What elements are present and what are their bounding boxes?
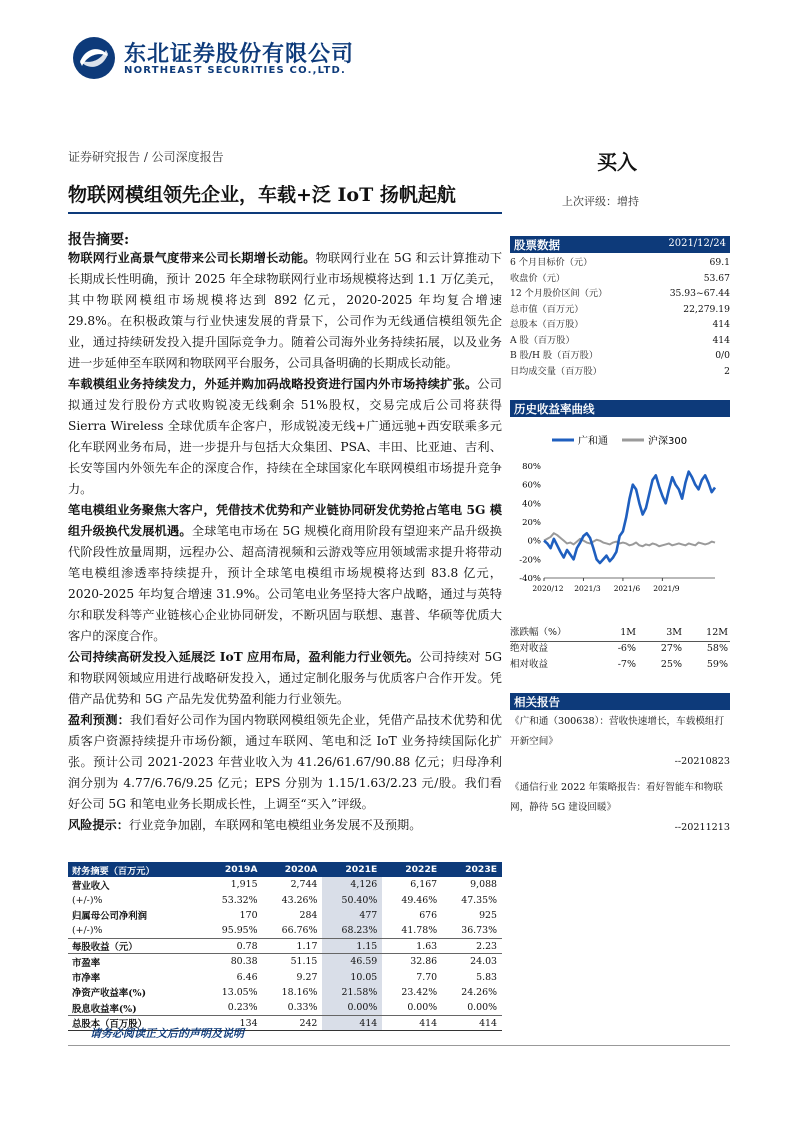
financial-cell: 51.15 [263,954,323,969]
chart-heading: 历史收益率曲线 [514,402,595,416]
financial-header-row [68,862,502,877]
company-name-cn: 东北证券股份有限公司 [124,42,355,67]
related-report-date: --20210823 [674,756,730,767]
financial-cell: 41.78% [401,925,438,937]
stock-key: 总市值（百万元） [510,303,584,315]
returns-header-cell: 涨跌幅（%） [510,627,567,638]
chart-legend [552,434,687,447]
y-tick-label: 40% [522,499,541,510]
financial-header-cell: 2020A [263,862,323,877]
financial-cell: 13.05% [221,986,258,998]
financial-cell: 18.16% [281,986,318,998]
stock-value: 2 [724,365,730,377]
returns-header-cell: 12M [706,627,728,638]
stock-data-table [510,255,730,379]
financial-cell: 0.00% [467,1002,497,1014]
financial-label: 每股收益（元） [68,939,203,954]
paragraph-text: 公司拟通过发行股份方式收购锐凌无线剩余 51%股权，交易完成后公司将获得 Sierra Wireless 全球优质车企客户，形成锐凌无线+广通远驰+西安联乘多元化车联网业务布局，进一步提升与包括大众集团、PSA、丰田、比亚迪、吉利、长安等国内外领先车企的深度合作，持续在全球国家化车联网模组市场提升竞争力。 [68,377,502,496]
rating: 买入 [597,150,637,174]
paragraph-lead: 车载模组业务持续发力，外延并购加码战略投资进行国内外市场持续扩张。 [68,377,478,391]
y-tick-label: 20% [522,518,541,528]
financial-header-cell: 财务摘要（百万元） [68,862,203,877]
financial-cell: 170 [239,909,258,921]
financial-cell: 0.33% [287,1002,318,1014]
summary-body [68,248,502,836]
y-tick-label: 0% [527,536,541,547]
financial-header-cell: 2021E [322,862,382,877]
returns-cell: -7% [617,659,636,670]
stock-value: 414 [712,334,730,346]
financial-cell: 9.27 [296,971,318,983]
financial-cell: 53.32% [221,894,258,906]
financial-label: 归属母公司净利润 [72,911,148,923]
financial-label: (+/-)% [72,925,103,937]
x-tick-label: 2021/6 [613,584,641,593]
related-header [510,693,730,710]
financial-cell: 0.23% [227,1002,258,1014]
report-type: 证券研究报告 / 公司深度报告 [68,150,224,164]
financial-cell: 477 [322,908,382,923]
financial-cell: 43.26% [281,894,318,906]
stock-row [510,255,730,271]
financial-cell: 66.76% [281,925,318,937]
related-heading: 相关报告 [514,695,560,709]
financial-cell: 0.00% [407,1002,438,1014]
summary-paragraph [68,710,502,815]
stock-key: 6 个月目标价（元） [510,257,593,268]
financial-row [68,877,502,892]
financial-cell: 2.23 [442,939,502,954]
paragraph-lead: 物联网行业高景气度带来公司长期增长动能。 [68,251,316,265]
financial-row [68,1000,502,1015]
returns-table [510,625,730,673]
stock-row [510,364,730,380]
related-report-date: --20211213 [674,822,730,833]
financial-cell: 414 [322,1016,382,1031]
financial-cell: 6.46 [236,971,258,983]
returns-cell: 27% [660,643,682,654]
financial-row [68,969,502,984]
title-divider [68,212,502,214]
returns-row [510,641,730,657]
stock-value: 53.67 [703,272,730,284]
returns-header-row [510,625,730,641]
stock-key: B 股/H 股（百万股） [510,350,599,361]
x-tick-label: 2020/12 [532,584,564,593]
paragraph-text: 行业竞争加剧，车联网和笔电模组业务发展不及预期。 [128,818,422,832]
financial-cell: 47.35% [461,894,497,906]
stock-key: 日均成交量（百万股） [510,365,602,377]
financial-header-cell: 2023E [442,862,502,877]
series-line-2 [544,533,715,546]
series-line-1 [544,472,715,563]
financial-row [68,923,502,938]
company-name-en: NORTHEAST SECURITIES CO.,LTD. [124,65,347,76]
related-report-title[interactable]: 《通信行业 2022 年策略报告：看好智能车和物联网，静待 5G 建设回暖》 [510,782,723,813]
financial-cell: 676 [419,909,438,921]
financial-label: (+/-)% [72,894,103,906]
y-tick-label: 80% [522,462,541,472]
financial-cell: 6,167 [410,879,438,891]
stock-data-date: 2021/12/24 [668,238,726,249]
plot-lines [544,472,715,563]
financial-label: 净资产收益率(%) [72,988,147,1000]
financial-row [68,985,502,1000]
y-tick-label: 60% [522,480,541,491]
financial-row [68,954,502,969]
financial-cell: 49.46% [401,894,438,906]
report-title: 物联网模组领先企业，车载+泛 IoT 扬帆起航 [68,184,456,206]
returns-divider [510,641,730,642]
summary-paragraph [68,248,502,374]
stock-value: 35.93~67.44 [669,288,730,299]
summary-paragraph [68,374,502,500]
paragraph-lead: 笔电模组业务聚焦大客户，凭借技术优势和产业链协同研发优势抢占笔电 5G 模组升级换代发展机遇。 [68,503,502,538]
financial-cell: 925 [479,909,497,921]
stock-row [510,348,730,364]
stock-row [510,286,730,302]
stock-row [510,302,730,318]
financial-cell: 1,915 [230,879,258,891]
stock-data-heading: 股票数据 [514,238,560,252]
financial-label: 营业收入 [72,880,110,892]
financial-cell: 5.83 [476,971,497,983]
financial-cell: 7.70 [416,971,438,983]
stock-key: 收盘价（元） [510,272,566,284]
stock-value: 0/0 [715,350,730,361]
returns-cell: -6% [617,643,636,654]
stock-row [510,271,730,287]
return-chart [510,426,730,598]
stock-row [510,317,730,333]
related-reports [510,712,730,844]
financial-cell: 134 [203,1016,263,1031]
financial-cell: 1.17 [263,939,323,954]
financial-cell: 4,126 [322,877,382,892]
financial-cell: 1.15 [322,939,382,954]
legend-label-series-2: 沪深300 [648,436,688,447]
related-report-title[interactable]: 《广和通（300638）：营收快速增长，车载模组打开新空间》 [510,716,725,747]
company-logo-icon [72,36,116,80]
financial-cell: 284 [299,909,318,921]
previous-rating: 上次评级：增持 [562,195,639,208]
financial-cell: 68.23% [322,923,382,938]
financial-cell: 242 [263,1016,323,1031]
financial-cell: 32.86 [382,954,442,969]
stock-value: 414 [712,319,730,330]
returns-header-cell: 3M [666,627,682,638]
paragraph-text: 我们看好公司作为国内物联网模组领先企业，凭借产品技术优势和优质客户资源持续提升市场份额，通过车联网、笔电和泛 IoT 业务持续国际化扩张。预计公司 2021-2023 年营业收入为 41.26/61.67/90.88 亿元；归母净利润分别为 4.77/6.76/9.25 亿元；EPS 分别为 1.15/1.63/2.23 元/股。我们看好公司 5G 和笔电业务长期成长性，上调至“买入”评级。 [68,713,502,811]
legend-label-series-1: 广和通 [578,436,608,447]
financial-cell: 414 [382,1016,442,1031]
financial-cell: 0.00% [322,1000,382,1015]
summary-paragraph [68,500,502,647]
x-tick-label: 2021/3 [574,584,601,593]
returns-cell: 相对收益 [510,659,549,670]
financial-body [68,877,502,1031]
financial-row [68,939,502,954]
summary-paragraph [68,815,502,836]
paragraph-lead: 公司持续高研发投入延展泛 IoT 应用布局，盈利能力行业领先。 [68,650,420,664]
financial-cell: 0.78 [203,939,263,954]
paragraph-lead: 风险提示： [68,818,129,832]
returns-cell: 59% [706,659,728,670]
financial-cell: 10.05 [322,969,382,984]
financial-cell: 95.95% [221,925,258,937]
financial-header-cell: 2019A [203,862,263,877]
financial-cell: 24.26% [461,986,497,998]
financial-header-cell: 2022E [382,862,442,877]
summary-heading: 报告摘要: [68,232,130,248]
y-tick-label: -20% [519,555,541,566]
financial-cell: 24.03 [442,954,502,969]
stock-value: 69.1 [709,257,730,268]
stock-data-header [510,236,730,253]
returns-cell: 58% [706,643,728,654]
returns-cell: 绝对收益 [510,643,549,654]
chart-header [510,400,730,417]
financial-cell: 23.42% [401,986,438,998]
x-axis [532,578,679,593]
financial-label: 市盈率 [68,954,203,969]
paragraph-text: 物联网行业在 5G 和云计算推动下长期成长性明确，预计 2025 年全球物联网行业市场规模将达到 1.1 万亿美元，其中物联网模组市场规模将达到 892 亿元，2020-2025 年均复合增速 29.8%。在积极政策与行业快速发展的背景下，公司作为无线通信模组领先企业，通过持续研发投入提升国际竞争力。随着公司海外业务持续拓展，以及业务进一步延伸至车联网和物联网平台服务，公司具备明确的长期成长动能。 [68,251,503,370]
financial-label: 市净率 [72,973,101,985]
returns-header-cell: 1M [620,627,636,638]
financial-summary-table [68,862,502,1031]
financial-row [68,908,502,923]
stock-key: 总股本（百万股） [510,319,584,330]
stock-row [510,333,730,349]
financial-cell: 46.59 [322,954,382,969]
returns-row [510,657,730,673]
stock-key: A 股（百万股） [510,334,575,346]
footer-disclaimer: 请务必阅读正文后的声明及说明 [90,1027,244,1040]
returns-cell: 25% [660,659,682,670]
paragraph-text: 公司持续对 5G 和物联网领域应用进行战略研发投入，通过定制化服务与优质客户合作开发。凭借产品优势和 5G 产品先发优势盈利能力行业领先。 [68,650,502,706]
financial-row [68,892,502,907]
stock-key: 12 个月股价区间（元） [510,288,608,299]
footer-divider [68,1045,730,1046]
stock-value: 22,279.19 [683,303,730,315]
financial-cell: 2,744 [290,879,318,891]
x-tick-label: 2021/9 [653,584,680,593]
paragraph-text: 全球笔电市场在 5G 规模化商用阶段有望迎来产品升级换代阶段性放量周期，远程办公、超高清视频和云游戏等应用领域需求提升将带动笔电模组渗透率持续提升，预计全球笔电模组市场规模将达到 83.8 亿元，2020-2025 年均复合增速 31.9%。公司笔电业务坚持大客户战略，通过与英特尔和联发科等产业链核心企业协同研发，不断巩固与联想、惠普、华硕等优质大客户的深度合作。 [68,524,502,643]
financial-cell: 80.38 [203,954,263,969]
financial-cell: 50.40% [322,892,382,907]
summary-paragraph [68,647,502,710]
paragraph-lead: 盈利预测： [68,713,131,727]
y-tick-label: -40% [519,574,541,584]
financial-cell: 9,088 [470,879,497,891]
financial-cell: 414 [442,1016,502,1031]
financial-label: 股息收益率(%) [72,1003,137,1015]
financial-cell: 1.63 [382,939,442,954]
financial-cell: 36.73% [461,925,497,937]
financial-label: 总股本（百万股） [68,1016,203,1031]
financial-cell: 21.58% [322,985,382,1000]
